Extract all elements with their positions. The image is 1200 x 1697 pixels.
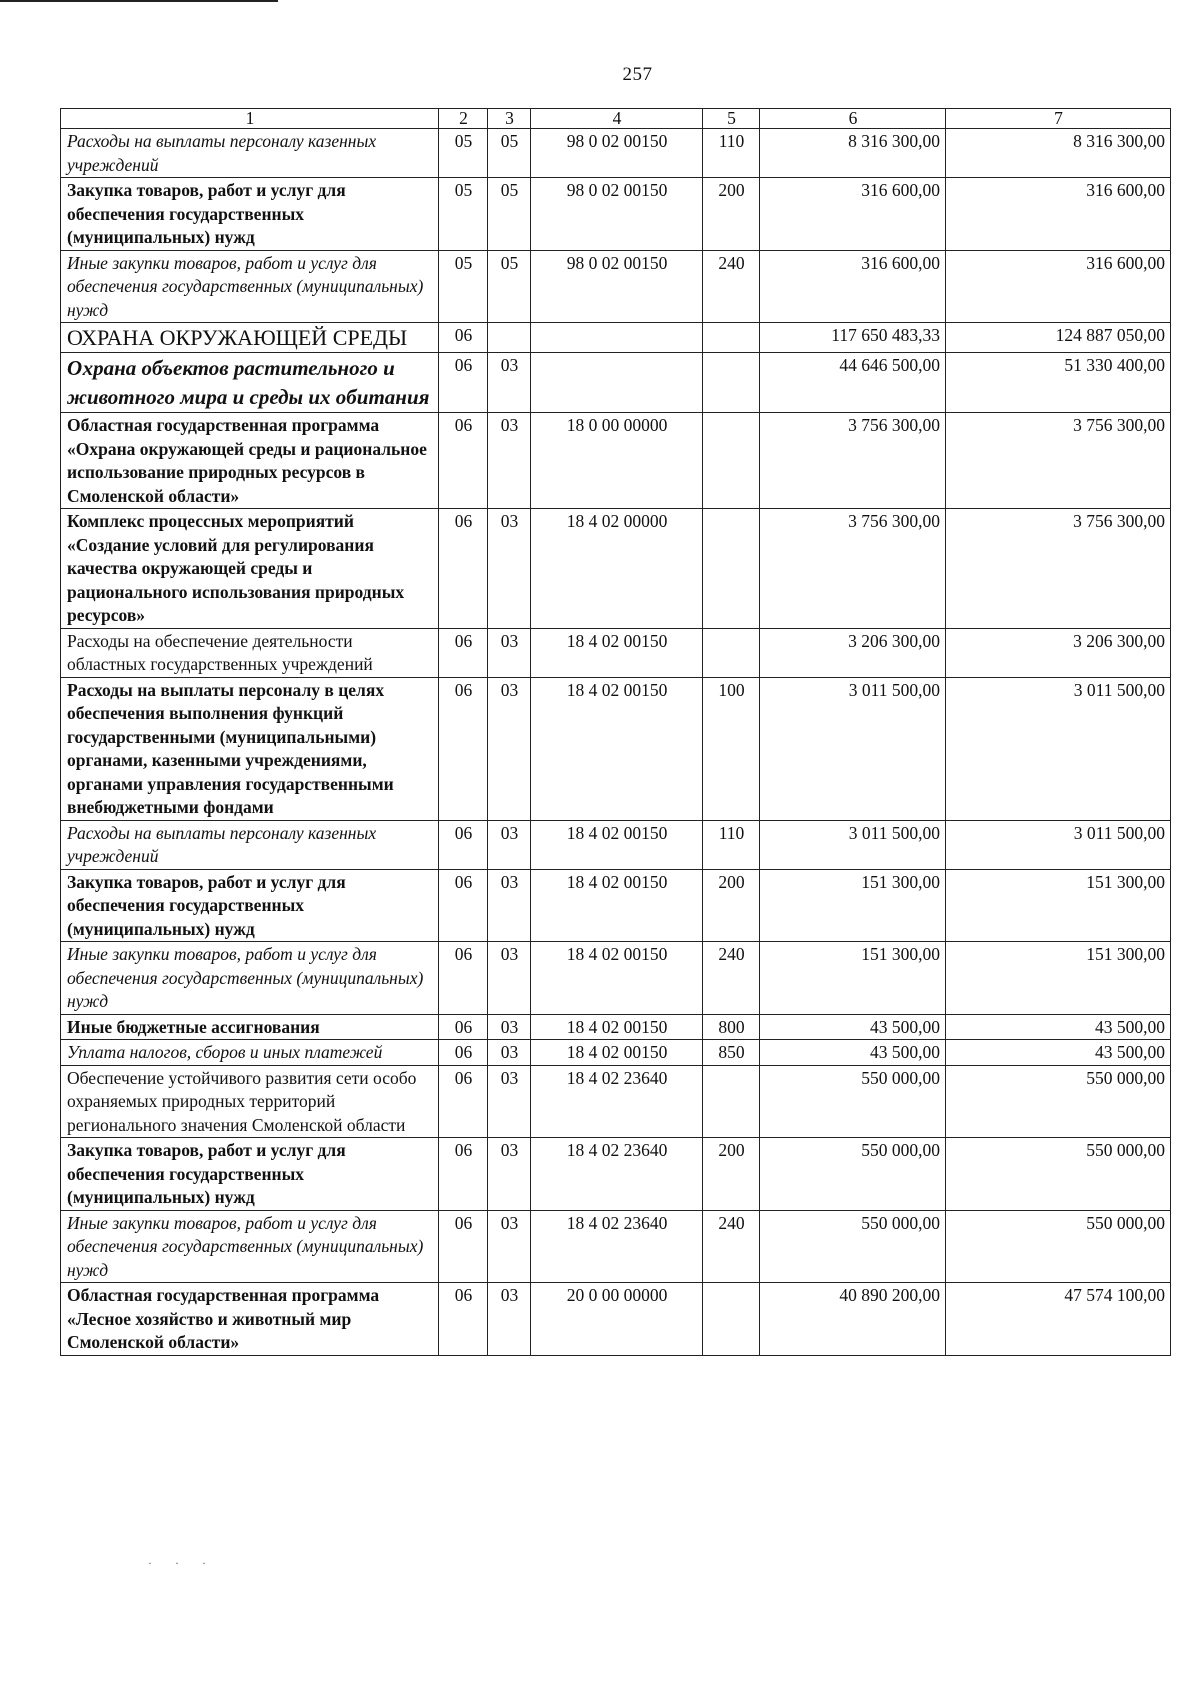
section-code: 06 — [439, 1283, 488, 1356]
target-article-code: 18 4 02 23640 — [531, 1138, 703, 1211]
row-name: Охрана объектов растительного и животного мира и среды их обитания — [61, 353, 439, 413]
amount-year-2: 3 756 300,00 — [946, 509, 1171, 629]
subsection-code: 03 — [488, 509, 531, 629]
target-article-code: 18 4 02 00150 — [531, 820, 703, 869]
section-code: 06 — [439, 323, 488, 353]
section-code: 06 — [439, 942, 488, 1015]
table-row — [61, 1210, 1171, 1283]
amount-year-2: 43 500,00 — [946, 1040, 1171, 1066]
table-row — [61, 509, 1171, 629]
column-header-1: 1 — [61, 109, 439, 129]
subsection-code: 03 — [488, 1040, 531, 1066]
amount-year-2: 151 300,00 — [946, 869, 1171, 942]
table-row — [61, 628, 1171, 677]
amount-year-2: 8 316 300,00 — [946, 129, 1171, 178]
row-name: Расходы на выплаты персоналу казенных учреждений — [61, 129, 439, 178]
subsection-code: 05 — [488, 178, 531, 251]
subsection-code: 03 — [488, 1014, 531, 1040]
header-row — [61, 109, 1171, 129]
expense-type-code: 850 — [703, 1040, 760, 1066]
section-code: 06 — [439, 1138, 488, 1211]
target-article-code — [531, 353, 703, 413]
row-name: Иные закупки товаров, работ и услуг для обеспечения государственных (муниципальных) нужд — [61, 250, 439, 323]
subsection-code: 03 — [488, 1065, 531, 1138]
expense-type-code — [703, 1283, 760, 1356]
column-header-4: 4 — [531, 109, 703, 129]
expense-type-code: 240 — [703, 250, 760, 323]
row-name: Областная государственная программа «Лесное хозяйство и животный мир Смоленской области» — [61, 1283, 439, 1356]
section-code: 06 — [439, 1210, 488, 1283]
target-article-code: 18 4 02 00150 — [531, 628, 703, 677]
subsection-code — [488, 323, 531, 353]
amount-year-1: 43 500,00 — [760, 1040, 946, 1066]
table-row — [61, 942, 1171, 1015]
amount-year-1: 550 000,00 — [760, 1065, 946, 1138]
amount-year-2: 3 011 500,00 — [946, 820, 1171, 869]
amount-year-2: 316 600,00 — [946, 250, 1171, 323]
target-article-code: 18 4 02 23640 — [531, 1065, 703, 1138]
row-name: ОХРАНА ОКРУЖАЮЩЕЙ СРЕДЫ — [61, 323, 439, 353]
expense-type-code — [703, 1065, 760, 1138]
amount-year-2: 151 300,00 — [946, 942, 1171, 1015]
expense-type-code: 800 — [703, 1014, 760, 1040]
amount-year-2: 550 000,00 — [946, 1138, 1171, 1211]
section-code: 06 — [439, 628, 488, 677]
expense-type-code: 200 — [703, 869, 760, 942]
section-code: 06 — [439, 413, 488, 509]
table-row — [61, 869, 1171, 942]
amount-year-2: 51 330 400,00 — [946, 353, 1171, 413]
expense-type-code — [703, 509, 760, 629]
page-number: 257 — [622, 64, 653, 85]
amount-year-1: 3 011 500,00 — [760, 820, 946, 869]
subsection-code: 05 — [488, 250, 531, 323]
target-article-code: 98 0 02 00150 — [531, 178, 703, 251]
expense-type-code: 100 — [703, 677, 760, 820]
table-row — [61, 1283, 1171, 1356]
amount-year-2: 3 011 500,00 — [946, 677, 1171, 820]
amount-year-1: 3 206 300,00 — [760, 628, 946, 677]
amount-year-1: 3 011 500,00 — [760, 677, 946, 820]
amount-year-1: 117 650 483,33 — [760, 323, 946, 353]
section-code: 05 — [439, 129, 488, 178]
section-code: 06 — [439, 677, 488, 820]
section-code: 06 — [439, 353, 488, 413]
target-article-code: 98 0 02 00150 — [531, 129, 703, 178]
table-body — [61, 129, 1171, 1356]
section-code: 06 — [439, 1065, 488, 1138]
amount-year-1: 550 000,00 — [760, 1138, 946, 1211]
target-article-code: 20 0 00 00000 — [531, 1283, 703, 1356]
scan-noise: · · · — [148, 1556, 216, 1570]
row-name: Расходы на выплаты персоналу в целях обеспечения выполнения функций государственными (муниципальными) органами, казенными учреждениями, органами управления государственными внебюджетными фондами — [61, 677, 439, 820]
section-code: 06 — [439, 509, 488, 629]
section-code: 06 — [439, 869, 488, 942]
table-row — [61, 820, 1171, 869]
expense-type-code: 200 — [703, 178, 760, 251]
amount-year-1: 151 300,00 — [760, 942, 946, 1015]
subsection-code: 03 — [488, 628, 531, 677]
expense-type-code: 110 — [703, 820, 760, 869]
amount-year-1: 3 756 300,00 — [760, 413, 946, 509]
table-row — [61, 353, 1171, 413]
amount-year-1: 151 300,00 — [760, 869, 946, 942]
table-row — [61, 1014, 1171, 1040]
expense-type-code — [703, 323, 760, 353]
target-article-code: 18 4 02 23640 — [531, 1210, 703, 1283]
row-name: Закупка товаров, работ и услуг для обеспечения государственных (муниципальных) нужд — [61, 869, 439, 942]
target-article-code: 18 4 02 00150 — [531, 1040, 703, 1066]
subsection-code: 03 — [488, 1283, 531, 1356]
amount-year-1: 316 600,00 — [760, 250, 946, 323]
amount-year-2: 47 574 100,00 — [946, 1283, 1171, 1356]
expense-type-code — [703, 353, 760, 413]
table-row — [61, 250, 1171, 323]
row-name: Иные закупки товаров, работ и услуг для обеспечения государственных (муниципальных) нужд — [61, 1210, 439, 1283]
amount-year-2: 550 000,00 — [946, 1210, 1171, 1283]
section-code: 06 — [439, 1040, 488, 1066]
amount-year-1: 40 890 200,00 — [760, 1283, 946, 1356]
row-name: Иные закупки товаров, работ и услуг для обеспечения государственных (муниципальных) нужд — [61, 942, 439, 1015]
expense-type-code: 240 — [703, 942, 760, 1015]
row-name: Расходы на выплаты персоналу казенных учреждений — [61, 820, 439, 869]
column-header-6: 6 — [760, 109, 946, 129]
amount-year-1: 550 000,00 — [760, 1210, 946, 1283]
column-header-7: 7 — [946, 109, 1171, 129]
table-row — [61, 323, 1171, 353]
row-name: Закупка товаров, работ и услуг для обеспечения государственных (муниципальных) нужд — [61, 178, 439, 251]
target-article-code: 18 4 02 00150 — [531, 1014, 703, 1040]
target-article-code: 18 0 00 00000 — [531, 413, 703, 509]
table-row — [61, 1040, 1171, 1066]
budget-table — [60, 108, 1171, 1356]
table-row — [61, 1065, 1171, 1138]
subsection-code: 03 — [488, 820, 531, 869]
row-name: Иные бюджетные ассигнования — [61, 1014, 439, 1040]
expense-type-code: 200 — [703, 1138, 760, 1211]
subsection-code: 03 — [488, 1210, 531, 1283]
subsection-code: 03 — [488, 869, 531, 942]
table-row — [61, 413, 1171, 509]
subsection-code: 03 — [488, 413, 531, 509]
amount-year-2: 3 756 300,00 — [946, 413, 1171, 509]
scan-edge-mark — [0, 0, 278, 2]
table-row — [61, 129, 1171, 178]
column-header-5: 5 — [703, 109, 760, 129]
target-article-code: 18 4 02 00000 — [531, 509, 703, 629]
expense-type-code: 110 — [703, 129, 760, 178]
row-name: Уплата налогов, сборов и иных платежей — [61, 1040, 439, 1066]
amount-year-2: 124 887 050,00 — [946, 323, 1171, 353]
expense-type-code — [703, 413, 760, 509]
section-code: 06 — [439, 820, 488, 869]
expense-type-code: 240 — [703, 1210, 760, 1283]
section-code: 06 — [439, 1014, 488, 1040]
amount-year-2: 316 600,00 — [946, 178, 1171, 251]
subsection-code: 03 — [488, 942, 531, 1015]
amount-year-1: 44 646 500,00 — [760, 353, 946, 413]
column-header-2: 2 — [439, 109, 488, 129]
target-article-code: 18 4 02 00150 — [531, 677, 703, 820]
amount-year-1: 316 600,00 — [760, 178, 946, 251]
amount-year-1: 8 316 300,00 — [760, 129, 946, 178]
target-article-code: 18 4 02 00150 — [531, 869, 703, 942]
amount-year-1: 3 756 300,00 — [760, 509, 946, 629]
row-name: Расходы на обеспечение деятельности областных государственных учреждений — [61, 628, 439, 677]
amount-year-2: 43 500,00 — [946, 1014, 1171, 1040]
table-row — [61, 677, 1171, 820]
target-article-code: 98 0 02 00150 — [531, 250, 703, 323]
row-name: Областная государственная программа «Охрана окружающей среды и рациональное использование природных ресурсов в Смоленской области» — [61, 413, 439, 509]
table-row — [61, 1138, 1171, 1211]
target-article-code: 18 4 02 00150 — [531, 942, 703, 1015]
subsection-code: 03 — [488, 353, 531, 413]
subsection-code: 03 — [488, 677, 531, 820]
row-name: Комплекс процессных мероприятий «Создание условий для регулирования качества окружающей среды и рационального использования природных ресурсов» — [61, 509, 439, 629]
table-row — [61, 178, 1171, 251]
row-name: Обеспечение устойчивого развития сети особо охраняемых природных территорий регионального значения Смоленской области — [61, 1065, 439, 1138]
section-code: 05 — [439, 178, 488, 251]
subsection-code: 03 — [488, 1138, 531, 1211]
amount-year-2: 3 206 300,00 — [946, 628, 1171, 677]
amount-year-1: 43 500,00 — [760, 1014, 946, 1040]
target-article-code — [531, 323, 703, 353]
row-name: Закупка товаров, работ и услуг для обеспечения государственных (муниципальных) нужд — [61, 1138, 439, 1211]
amount-year-2: 550 000,00 — [946, 1065, 1171, 1138]
section-code: 05 — [439, 250, 488, 323]
expense-type-code — [703, 628, 760, 677]
column-header-3: 3 — [488, 109, 531, 129]
subsection-code: 05 — [488, 129, 531, 178]
